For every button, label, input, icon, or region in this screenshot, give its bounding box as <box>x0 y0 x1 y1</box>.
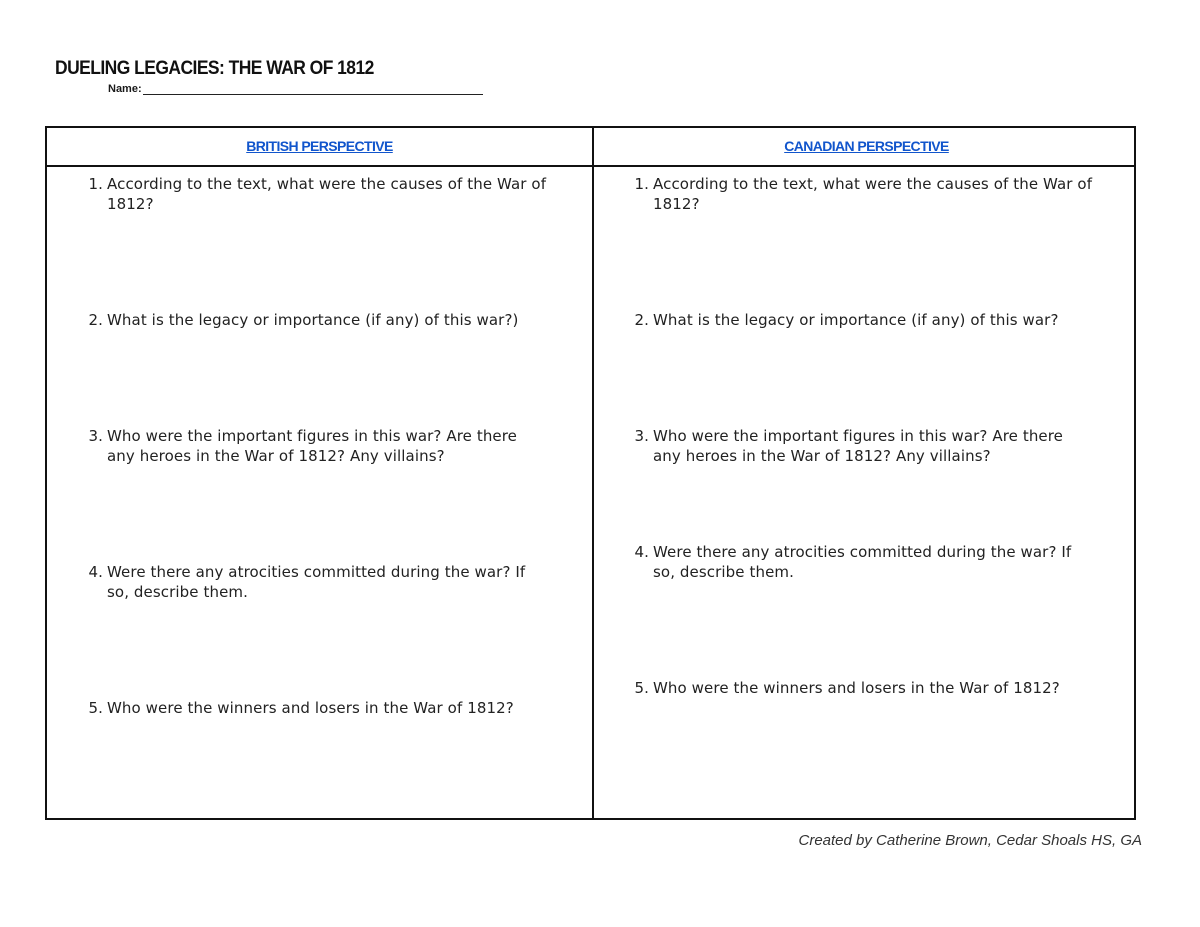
name-field-row <box>108 83 483 95</box>
british-perspective-heading[interactable]: BRITISH PERSPECTIVE <box>246 138 393 154</box>
british-question-4: 4. Were there any atrocities committed during the war? If so, describe them. <box>88 563 526 601</box>
page-title: DUELING LEGACIES: THE WAR OF 1812 <box>55 58 374 79</box>
british-question-2: 2. What is the legacy or importance (if any) of this war?) <box>88 311 519 329</box>
canadian-perspective-heading[interactable]: CANADIAN PERSPECTIVE <box>784 138 949 154</box>
british-question-3: 3. Who were the important figures in this war? Are there any heroes in the War of 1812? Any villains? <box>88 427 518 465</box>
canadian-question-3: 3. Who were the important figures in this war? Are there any heroes in the War of 1812? Any villains? <box>634 427 1064 465</box>
name-label: Name: <box>108 83 142 95</box>
name-blank-line[interactable] <box>143 83 483 95</box>
perspective-table <box>45 126 1136 820</box>
canadian-question-4: 4. Were there any atrocities committed during the war? If so, describe them. <box>634 543 1072 581</box>
canadian-question-5: 5. Who were the winners and losers in the War of 1812? <box>634 679 1060 697</box>
canadian-question-2: 2. What is the legacy or importance (if any) of this war? <box>634 311 1059 329</box>
british-question-1: 1. According to the text, what were the causes of the War of 1812? <box>88 175 547 213</box>
canadian-question-1: 1. According to the text, what were the causes of the War of 1812? <box>634 175 1093 213</box>
author-credit: Created by Catherine Brown, Cedar Shoals HS, GA <box>798 832 1142 849</box>
header-rule <box>47 165 1134 167</box>
column-divider <box>592 128 594 818</box>
british-question-5: 5. Who were the winners and losers in the War of 1812? <box>88 699 514 717</box>
